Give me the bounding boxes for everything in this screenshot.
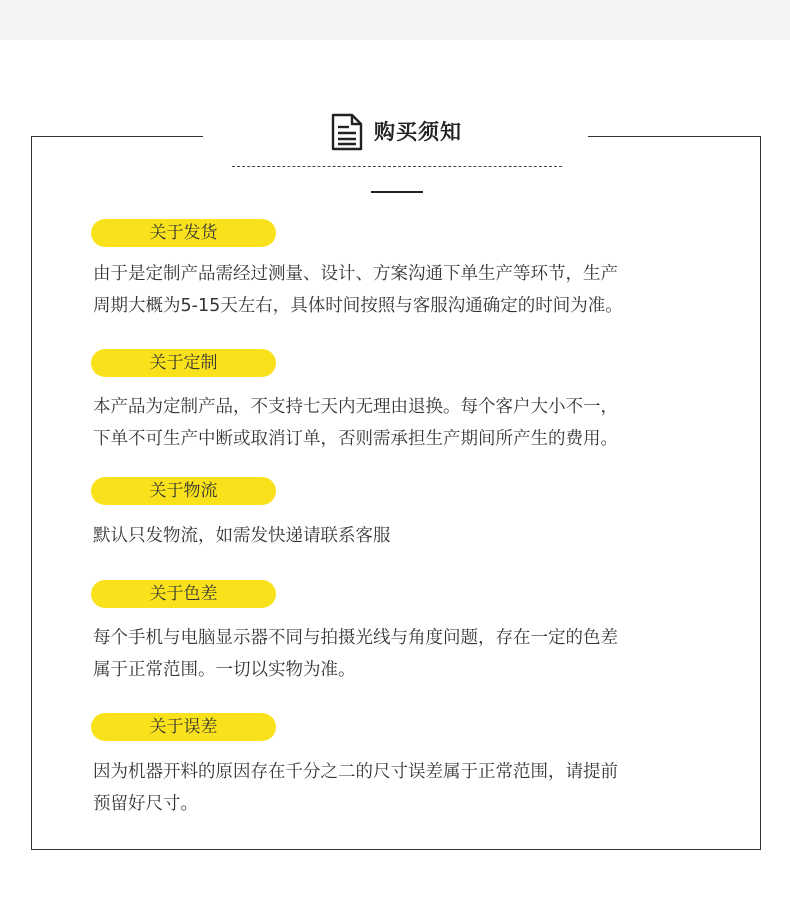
dashed-divider [232, 166, 562, 167]
section-label-tolerance: 关于误差 [91, 713, 276, 741]
text-line: 每个手机与电脑显示器不同与拍摄光线与角度问题，存在一定的色差 [93, 628, 618, 648]
top-band [0, 0, 790, 40]
frame-top-right-border [588, 136, 761, 137]
text-line: 默认只发物流，如需发快递请联系客服 [93, 526, 391, 546]
notice-header [330, 112, 462, 152]
section-label-logistics: 关于物流 [91, 477, 276, 505]
section-text-color-difference [93, 622, 713, 686]
section-text-logistics [93, 520, 713, 552]
text-line: 预留好尺寸。 [93, 794, 198, 814]
section-text-shipping [93, 258, 713, 322]
text-line: 本产品为定制产品，不支持七天内无理由退换。每个客户大小不一， [93, 397, 618, 417]
frame-top-left-border [31, 136, 203, 137]
section-text-tolerance [93, 756, 713, 820]
text-line: 因为机器开料的原因存在千分之二的尺寸误差属于正常范围，请提前 [93, 762, 618, 782]
frame-right-border [760, 136, 761, 850]
frame-left-border [31, 136, 32, 850]
section-label-color-difference: 关于色差 [91, 580, 276, 608]
frame-bottom-border [31, 849, 761, 850]
section-label-customization: 关于定制 [91, 349, 276, 377]
text-line: 由于是定制产品需经过测量、设计、方案沟通下单生产等环节，生产 [93, 264, 618, 284]
document-icon [330, 113, 364, 151]
text-line: 下单不可生产中断或取消订单，否则需承担生产期间所产生的费用。 [93, 429, 618, 449]
short-divider [371, 191, 423, 193]
page-title: 购买须知 [374, 120, 462, 144]
text-line: 属于正常范围。一切以实物为准。 [93, 660, 356, 680]
text-line: 周期大概为5-15天左右，具体时间按照与客服沟通确定的时间为准。 [93, 296, 623, 316]
section-label-shipping: 关于发货 [91, 219, 276, 247]
section-text-customization [93, 391, 713, 455]
